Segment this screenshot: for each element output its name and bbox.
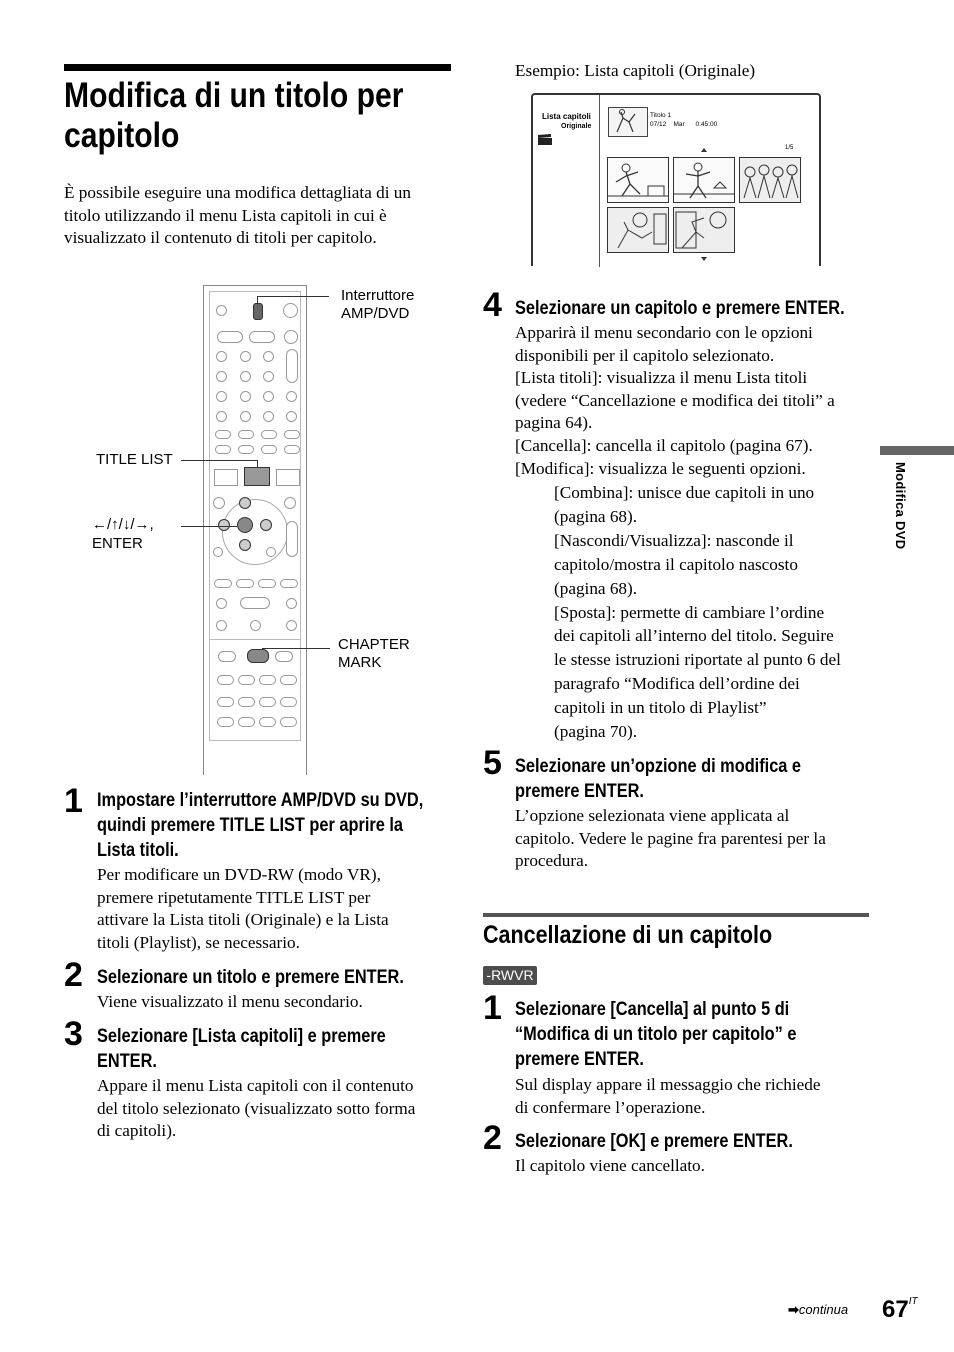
- number-button: [286, 411, 297, 422]
- page-title-line-2: capitolo: [64, 116, 180, 155]
- step-heading-line: Selezionare [Cancella] al punto 5 di: [515, 999, 790, 1020]
- scroll-up-icon: [701, 148, 707, 152]
- body-line: capitoli in un titolo di Playlist”: [554, 698, 767, 718]
- number-button: [240, 371, 251, 382]
- step-heading: [515, 296, 898, 321]
- body-line: [Sposta]: permette di cambiare l’ordine: [554, 602, 825, 622]
- label-enter: ENTER: [92, 535, 143, 552]
- remote-button: [216, 620, 227, 631]
- body-line: [Nascondi/Visualizza]: nasconde il: [554, 530, 794, 550]
- remote-button: [266, 547, 276, 557]
- label-line: MARK: [338, 654, 382, 671]
- chapter-thumbnail: [607, 157, 669, 203]
- menu-title: Lista capitoli: [542, 112, 591, 121]
- step-body: [515, 805, 885, 873]
- step-heading-line: premere ENTER.: [515, 781, 644, 802]
- remote-button: [286, 620, 297, 631]
- number-button: [263, 391, 274, 402]
- remote-button: [259, 675, 276, 685]
- step-heading-line: “Modifica di un titolo per capitolo” e: [515, 1024, 797, 1045]
- step-heading-line: Selezionare [OK] e premere ENTER.: [515, 1131, 793, 1152]
- number-button: [286, 391, 297, 402]
- step-number: 4: [483, 286, 502, 324]
- step-body: [515, 1074, 885, 1119]
- page-number: [882, 1296, 918, 1324]
- format-badge: [483, 966, 537, 985]
- chapter-thumbnail: [607, 207, 669, 253]
- number-button: [263, 411, 274, 422]
- body-line: [Modifica]: visualizza le seguenti opzioni.: [515, 458, 806, 478]
- remote-button: [217, 697, 234, 707]
- body-line: Sul display appare il messaggio che richiede: [515, 1075, 821, 1094]
- amp-dvd-switch: [253, 303, 263, 320]
- remote-button: [249, 331, 275, 343]
- step-body: [97, 991, 457, 1014]
- continue-note: [788, 1302, 848, 1318]
- remote-button: [286, 598, 297, 609]
- remote-button: [240, 597, 270, 609]
- continue-arrow-icon: ➡: [788, 1302, 799, 1317]
- body-line: dei capitoli all’interno del titolo. Seguire: [554, 626, 834, 646]
- body-line: (pagina 68).: [554, 506, 638, 526]
- step-heading-line: quindi premere TITLE LIST per aprire la: [97, 815, 403, 836]
- step-heading-line: Selezionare un capitolo e premere ENTER.: [515, 298, 845, 319]
- number-button: [240, 391, 251, 402]
- label-amp-dvd-switch: [341, 287, 414, 323]
- body-line: del titolo selezionato (visualizzato sotto forma: [97, 1098, 416, 1118]
- remote-button: [275, 651, 293, 662]
- screen-divider: [599, 95, 600, 267]
- down-arrow-button: [239, 539, 251, 551]
- remote-button: [216, 305, 227, 316]
- body-line: Per modificare un DVD-RW (modo VR),: [97, 865, 381, 884]
- intro-line: È possibile eseguire una modifica dettagliata di un: [64, 183, 411, 202]
- step-heading-line: Selezionare [Lista capitoli] e premere: [97, 1026, 386, 1047]
- body-line: capitolo/mostra il capitolo nascosto: [554, 554, 798, 574]
- body-line: [Lista titoli]: visualizza il menu Lista titoli: [515, 368, 808, 388]
- body-line: paragrafo “Modifica dell’ordine dei: [554, 674, 800, 694]
- chapter-list-screen: [531, 93, 821, 266]
- up-arrow-button: [239, 497, 251, 509]
- remote-button: [259, 717, 276, 727]
- number-button: [263, 351, 274, 362]
- step-heading-line: Lista titoli.: [97, 840, 179, 861]
- intro-paragraph: [64, 182, 464, 250]
- step-body: [515, 1155, 885, 1178]
- remote-button: [284, 497, 296, 509]
- remote-button: [215, 445, 231, 454]
- step-heading-line: Selezionare un’opzione di modifica e: [515, 756, 802, 777]
- step-heading: [515, 754, 848, 804]
- remote-button: [259, 697, 276, 707]
- side-tab-label: [893, 462, 913, 572]
- remote-button: [218, 651, 236, 662]
- channel-rocker: [286, 521, 298, 557]
- step-number: 2: [64, 956, 83, 994]
- body-line: L’opzione selezionata viene applicata al: [515, 806, 790, 825]
- remote-button: [238, 430, 254, 439]
- enter-button: [237, 517, 253, 533]
- step-number: 3: [64, 1015, 83, 1053]
- step-heading: [97, 788, 476, 863]
- page-language-code: IT: [908, 1296, 918, 1307]
- chapter-thumbnail: [673, 207, 735, 253]
- remote-button: [261, 445, 277, 454]
- body-line: pagina 64).: [515, 413, 593, 433]
- callout-line-arrows: [181, 526, 237, 527]
- body-line: Apparirà il menu secondario con le opzioni: [515, 323, 813, 342]
- remote-button: [217, 717, 234, 727]
- body-line: le stesse istruzioni riportate al punto 6 del: [554, 650, 841, 670]
- remote-button: [284, 445, 300, 454]
- label-title-list: TITLE LIST: [96, 451, 173, 468]
- remote-button: [214, 579, 232, 588]
- page-title: [64, 76, 464, 156]
- number-button: [216, 371, 227, 382]
- label-line: AMP/DVD: [341, 305, 410, 322]
- body-line: (vedere “Cancellazione e modifica dei titoli” a: [515, 390, 835, 410]
- remote-button: [280, 717, 297, 727]
- remote-button: [238, 717, 255, 727]
- body-line: Il capitolo viene cancellato.: [515, 1156, 705, 1175]
- remote-button: [214, 469, 238, 486]
- label-arrows: ←/↑/↓/→,: [92, 516, 154, 533]
- number-button: [240, 411, 251, 422]
- chapter-thumbnail: [739, 157, 801, 203]
- remote-button: [213, 547, 223, 557]
- body-line: (pagina 68).: [554, 578, 638, 598]
- page-number-value: 67: [882, 1296, 909, 1323]
- format-badge-label: -RWVR: [486, 967, 534, 983]
- step-sub-options: [554, 481, 884, 744]
- step-body: [515, 322, 885, 480]
- body-line: capitolo. Vedere le pagine fra parentesi per la: [515, 828, 826, 848]
- step-heading: [97, 965, 454, 990]
- step-heading-line: Impostare l’interruttore AMP/DVD su DVD,: [97, 790, 424, 811]
- title-rule: [64, 64, 451, 71]
- body-line: di capitoli).: [97, 1121, 177, 1141]
- body-line: [Cancella]: cancella il capitolo (pagina 67).: [515, 435, 813, 455]
- clapper-icon: [538, 132, 552, 143]
- title-thumbnail: [608, 107, 648, 137]
- remote-button: [238, 445, 254, 454]
- number-button: [216, 391, 227, 402]
- body-line: Viene visualizzato il menu secondario.: [97, 992, 363, 1011]
- label-line: CHAPTER: [338, 636, 410, 653]
- section-rule: [483, 913, 869, 917]
- body-line: disponibili per il capitolo selezionato.: [515, 345, 775, 365]
- step-heading-line: ENTER.: [97, 1051, 157, 1072]
- body-line: [Combina]: unisce due capitoli in uno: [554, 483, 815, 502]
- body-line: di confermare l’operazione.: [515, 1097, 706, 1117]
- step-heading: [97, 1024, 433, 1074]
- volume-rocker: [286, 349, 298, 383]
- callout-line-title-list: [181, 460, 257, 461]
- step-body: [97, 864, 457, 954]
- remote-button: [280, 579, 298, 588]
- callout-line-chapter: [262, 648, 330, 649]
- callout-line-switch-v: [257, 296, 258, 304]
- title-list-button: [244, 467, 270, 486]
- remote-control-illustration: [200, 285, 312, 775]
- step-heading: [515, 997, 842, 1072]
- dpad-ring: [222, 499, 288, 565]
- remote-button: [284, 330, 298, 344]
- remote-divider: [209, 639, 301, 640]
- side-tab-bar: [880, 446, 954, 455]
- body-line: procedura.: [515, 851, 589, 871]
- chapter-mark-button: [247, 649, 269, 663]
- section-title: [483, 920, 819, 950]
- step-heading: [515, 1129, 838, 1154]
- remote-button: [280, 675, 297, 685]
- title-info: 07/12 Mar 0:45:00: [650, 121, 718, 128]
- page-title-line-1: Modifica di un titolo per: [64, 76, 404, 115]
- side-tab-text: Modifica DVD: [893, 462, 908, 550]
- intro-line: titolo utilizzando il menu Lista capitoli in cui è: [64, 205, 387, 225]
- callout-line-switch: [257, 296, 329, 297]
- remote-button: [215, 430, 231, 439]
- body-line: (pagina 70).: [554, 722, 638, 742]
- right-arrow-button: [260, 519, 272, 531]
- number-button: [240, 351, 251, 362]
- remote-button: [284, 430, 300, 439]
- number-button: [216, 411, 227, 422]
- left-arrow-button: [218, 519, 230, 531]
- page-indicator: 1/5: [785, 145, 794, 151]
- remote-button: [276, 469, 300, 486]
- remote-button: [261, 430, 277, 439]
- remote-button: [280, 697, 297, 707]
- remote-button: [217, 675, 234, 685]
- title-name: Titolo 1: [650, 112, 672, 119]
- example-caption: Esempio: Lista capitoli (Originale): [515, 61, 756, 80]
- step-number: 5: [483, 744, 502, 782]
- remote-button: [283, 303, 298, 318]
- remote-button: [236, 579, 254, 588]
- step-number: 2: [483, 1119, 502, 1157]
- remote-button: [213, 497, 225, 509]
- remote-button: [238, 675, 255, 685]
- step-number: 1: [483, 989, 502, 1027]
- section-title-text: Cancellazione di un capitolo: [483, 921, 773, 949]
- callout-line-title-list-v: [257, 460, 258, 468]
- body-line: Appare il menu Lista capitoli con il contenuto: [97, 1076, 414, 1095]
- menu-subtitle: Originale: [561, 123, 592, 130]
- step-heading-line: premere ENTER.: [515, 1049, 644, 1070]
- number-button: [263, 371, 274, 382]
- number-button: [216, 351, 227, 362]
- body-line: premere ripetutamente TITLE LIST per: [97, 887, 371, 907]
- remote-button: [258, 579, 276, 588]
- continue-text: continua: [798, 1302, 849, 1317]
- body-line: titoli (Playlist), se necessario.: [97, 932, 300, 952]
- remote-button: [250, 620, 261, 631]
- intro-line: visualizzato il contenuto di titoli per capitolo.: [64, 228, 377, 248]
- remote-button: [238, 697, 255, 707]
- step-heading-line: Selezionare un titolo e premere ENTER.: [97, 967, 404, 988]
- scroll-down-icon: [701, 257, 707, 261]
- label-line: Interruttore: [341, 287, 415, 304]
- remote-button: [216, 598, 227, 609]
- chapter-thumbnail: [673, 157, 735, 203]
- step-number: 1: [64, 782, 83, 820]
- step-body: [97, 1075, 457, 1143]
- remote-button: [217, 331, 243, 343]
- body-line: attivare la Lista titoli (Originale) e la Lista: [97, 910, 389, 930]
- label-chapter-mark: [338, 636, 410, 672]
